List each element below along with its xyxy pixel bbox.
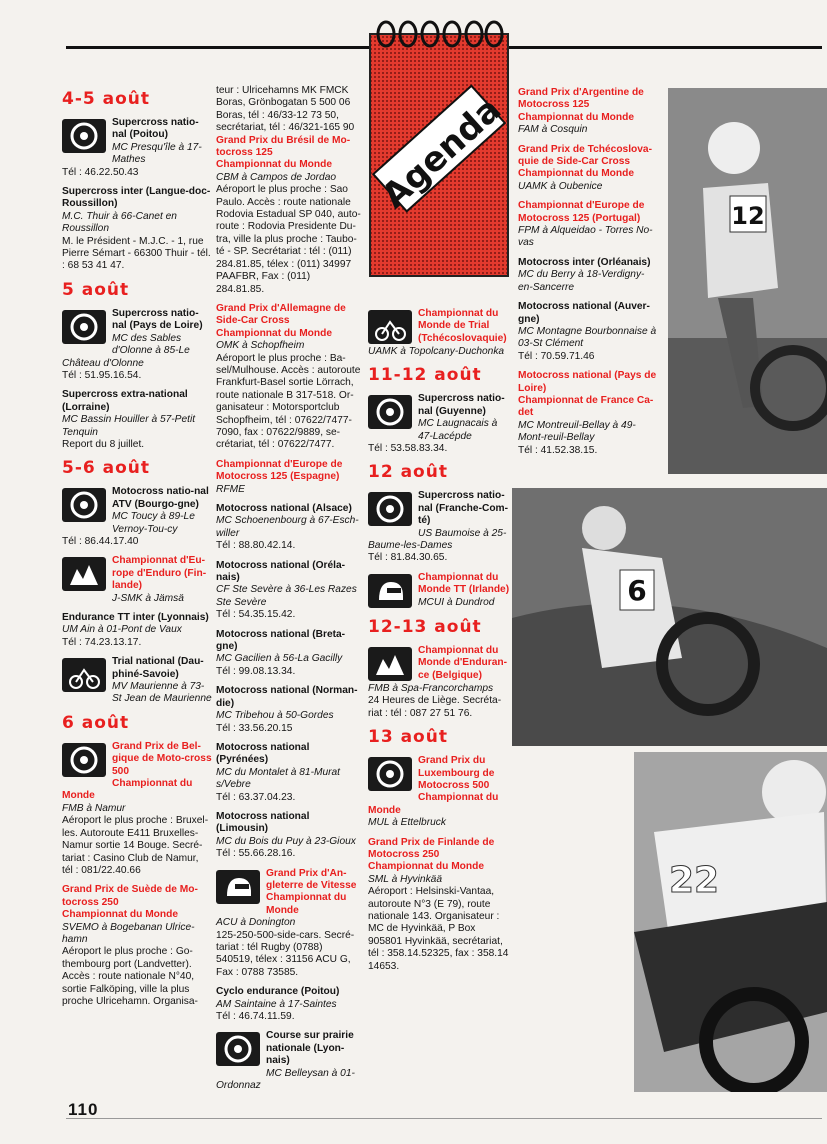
event-entry	[216, 1030, 361, 1092]
event-title: Championnat d'Europe de Motocross 125 (Espagne)	[216, 458, 343, 483]
event-contact: Aéroport le plus proche : Sao Paulo. Accès : route nationale Rodovia Estadual SP 040, auto-route : Rodovia Presidente Du-tra, ville la plus proche : Taubo-té - SP. Secrétariat : tél : (011) 284.81.85, télex : (011) 34997 PAAFBR, Fax : (011) 284.81.85.	[216, 184, 361, 295]
rider-number: 12	[731, 202, 765, 230]
agenda-notepad-logo	[366, 20, 512, 278]
racer-helmet-icon	[216, 870, 260, 904]
event-organizer: CBM à Campos de Jordao	[216, 171, 337, 183]
event-entry	[62, 884, 212, 1008]
event-title: Championnat d'Europe de Motocross 125 (Portugal)	[518, 200, 645, 224]
event-entry	[62, 117, 212, 179]
event-entry	[216, 811, 361, 861]
trial-icon	[368, 310, 412, 344]
photo-road-racer-22	[634, 752, 827, 1092]
motocross-icon	[216, 1032, 260, 1066]
event-entry	[368, 393, 510, 455]
event-organizer: MC Bassin Houiller à 57-Petit Tenquin	[62, 414, 196, 438]
event-organizer: MC Toucy à 89-Le Vernoy-Tou-cy	[112, 511, 195, 535]
event-entry	[216, 503, 361, 553]
event-entry	[518, 301, 658, 363]
event-contact: Report du 8 juillet.	[62, 438, 145, 450]
event-organizer: MC des Sables d'Olonne à 85-Le Château d'Olonne	[62, 332, 190, 369]
event-title: Cyclo endurance (Poitou)	[216, 986, 340, 998]
event-organizer: OMK à Schopfheim	[216, 340, 305, 352]
event-title: Grand Prix de Bel-gique de Moto-cross 500	[112, 740, 212, 777]
event-contact: Aéroport le plus proche : Ba-sel/Mulhouse. Accès : autoroute Frankfurt-Basel sortie Lörrach, route nationale B 317-518. Or-ganisateur : Motorsportclub Schopfheim, tél : 07622/7477-7090, fax : 07622/9889, se-crétariat, tél : 07622/7477.	[216, 352, 361, 451]
event-entry	[216, 629, 361, 679]
event-entry	[62, 741, 212, 877]
rider-number: 22	[668, 860, 720, 901]
event-contact: Tél : 53.58.83.34.	[368, 443, 448, 455]
event-contact: teur : Ulricehamns MK FMCK Boras, Grönbogatan 5 500 06 Boras, tél : 46/33-12 73 50, secrétariat, tél : 46/321-165 90	[216, 85, 355, 134]
date-heading: 6 août	[62, 712, 130, 733]
event-entry	[368, 837, 510, 973]
event-title: Grand Prix d'Argentine de Motocross 125	[518, 87, 644, 111]
date-heading: 5-6 août	[62, 458, 151, 479]
event-subtitle: Championnat du Monde	[518, 168, 635, 180]
event-organizer: MC Presqu'île à 17-Mathes	[112, 141, 202, 166]
event-entry	[62, 612, 212, 649]
event-organizer: SVEMO à Bogebanan Ulrice-hamn	[62, 921, 195, 945]
event-title: Motocross national (Pays de Loire)	[518, 370, 657, 394]
event-title: Motocross inter (Orléanais)	[518, 256, 651, 268]
event-title: Motocross national (Norman-die)	[216, 685, 358, 709]
event-organizer: ACU à Donington	[216, 917, 296, 929]
event-organizer: MC du Bois du Puy à 23-Gioux	[216, 835, 356, 847]
event-contact: Tél : 46.74.11.59.	[216, 1011, 295, 1023]
event-contact: Aéroport le plus proche : Go-thembourg port (Landvetter). Accès : route nationale N°40, sortie Falköping, ville la plus proche Ulricehamn. Organisa-	[62, 946, 198, 1007]
enduro-icon	[368, 647, 412, 681]
event-entry	[368, 755, 510, 829]
event-contact: Tél : 54.35.15.42.	[216, 609, 296, 621]
event-organizer: UAMK à Topolcany-Duchonka	[368, 346, 505, 357]
photo-motocross-rider-6	[512, 488, 827, 746]
event-title: Course sur prairie nationale (Lyon-nais)	[266, 1030, 354, 1067]
event-title: Grand Prix de Suède de Mo-tocross 250	[62, 884, 198, 908]
event-organizer: US Baumoise à 25-Baume-les-Dames	[368, 527, 507, 552]
event-organizer: RFME	[216, 483, 245, 495]
event-contact: Tél : 81.84.30.65.	[368, 552, 448, 564]
event-organizer: MC Montreuil-Bellay à 49-Mont-reuil-Bellay	[518, 419, 636, 444]
event-organizer: MC du Montalet à 81-Murat s/Vebre	[216, 766, 341, 791]
event-title: Motocross national (Limousin)	[216, 810, 310, 835]
event-entry	[518, 370, 658, 457]
event-organizer: MC Laugnacais à 47-Lacépde	[418, 418, 498, 442]
rider-number: 6	[627, 574, 647, 607]
motocross-icon	[62, 310, 106, 344]
event-entry	[216, 459, 361, 496]
event-entry	[518, 200, 658, 250]
event-title: Supercross natio-nal (Poitou)	[112, 117, 199, 141]
event-organizer: CF Ste Sevère à 36-Les Razes Ste Sevère	[216, 584, 357, 608]
motocross-icon	[62, 119, 106, 153]
column-3	[368, 308, 510, 980]
motocross-icon	[62, 743, 106, 777]
event-contact: Tél : 46.22.50.43	[62, 166, 139, 178]
event-subtitle: Championnat du Monde	[518, 111, 635, 123]
event-title: Championnat d'Eu-rope d'Enduro (Fin-lande)	[112, 555, 207, 592]
event-contact: Tél : 86.44.17.40	[62, 535, 139, 547]
event-organizer: MC Montagne Bourbonnaise à 03-St Clément	[518, 325, 657, 350]
racer-helmet-icon	[368, 574, 412, 608]
event-entry	[216, 135, 361, 296]
event-contact: Tél : 63.37.04.23.	[216, 791, 296, 803]
event-title: Supercross extra-national (Lorraine)	[62, 389, 188, 413]
event-title: Motocross national (Alsace)	[216, 503, 352, 514]
event-entry	[368, 572, 510, 610]
event-organizer: MC du Berry à 18-Verdigny-en-Sancerre	[518, 269, 645, 293]
event-entry	[368, 490, 510, 564]
event-organizer: UAMK à Oubenice	[518, 180, 603, 192]
event-contact: 125-250-500-side-cars. Secré-tariat : tél Rugby (0788) 540519, télex : 31156 ACU G, Fax : 0788 73585.	[216, 929, 355, 978]
event-title: Motocross national (Breta-gne)	[216, 628, 346, 653]
event-organizer: MC Schoenenbourg à 67-Esch-willer	[216, 515, 359, 539]
event-organizer: MC Belleysan à 01-Ordonnaz	[216, 1067, 355, 1092]
motocross-icon	[368, 492, 412, 526]
event-entry	[518, 257, 658, 294]
event-subtitle: Championnat du Monde	[216, 159, 333, 171]
event-organizer: FAM à Cosquin	[518, 124, 588, 136]
event-contact: Tél : 99.08.13.34.	[216, 665, 296, 677]
motocross-icon	[368, 395, 412, 429]
event-title: Supercross inter (Langue-doc-Roussillon)	[62, 186, 211, 210]
event-title: Motocross national (Oréla-nais)	[216, 559, 346, 584]
column-1	[62, 85, 212, 1015]
date-heading: 12 août	[368, 462, 448, 483]
event-entry	[216, 685, 361, 735]
event-subtitle: Championnat du Monde	[62, 909, 179, 921]
event-title: Endurance TT inter (Lyonnais)	[62, 612, 209, 623]
motocross-icon	[62, 488, 106, 522]
event-entry	[518, 144, 658, 194]
event-entry	[368, 308, 510, 358]
event-contact: Tél : 51.95.16.54.	[62, 369, 142, 381]
event-title: Motocross natio-nal ATV (Bourgo-gne)	[112, 486, 209, 510]
event-title: Motocross national (Pyrénées)	[216, 741, 310, 766]
event-title: Grand Prix d'An-gleterre de Vitesse Championnat du Monde	[266, 867, 357, 916]
event-organizer: MUL à Ettelbruck	[368, 817, 446, 829]
event-entry	[368, 645, 510, 720]
event-organizer: J-SMK à Jämsä	[112, 592, 184, 604]
event-entry	[62, 389, 212, 451]
date-heading: 12-13 août	[368, 616, 482, 637]
event-title: Grand Prix de Finlande de Motocross 250	[368, 836, 495, 860]
event-title: Trial national (Dau-phiné-Savoie)	[112, 656, 204, 680]
event-entry	[216, 303, 361, 452]
event-entry	[216, 868, 361, 980]
event-contact: Tél : 88.80.42.14.	[216, 540, 296, 552]
event-organizer: MC Gacilien à 56-La Gacilly	[216, 653, 343, 665]
trial-icon	[62, 658, 106, 692]
event-contact: Tél : 70.59.71.46	[518, 350, 595, 362]
motocross-icon	[368, 757, 412, 791]
event-organizer: MC Tribehou à 50-Gordes	[216, 710, 334, 722]
event-title: Supercross natio-nal (Guyenne)	[418, 393, 505, 417]
event-organizer: FMB à Spa-Francorchamps	[368, 682, 494, 694]
event-contact: Tél : 55.66.28.16.	[216, 848, 296, 860]
event-contact: Tél : 74.23.13.17.	[62, 636, 142, 648]
agenda-title: Agenda	[374, 89, 510, 217]
event-organizer: FMB à Namur	[62, 802, 126, 814]
event-entry	[62, 186, 212, 273]
event-title: Championnat du Monde TT (Irlande)	[418, 571, 510, 596]
event-entry	[216, 986, 361, 1023]
event-contact: M. le Président - M.J.C. - 1, rue Pierre Sémart - 66300 Thuir - tél. : 68 53 41 47.	[62, 235, 211, 272]
event-title: Motocross national (Auver-gne)	[518, 301, 650, 325]
event-title: Grand Prix de Tchécoslova-quie de Side-Car Cross	[518, 143, 652, 168]
event-contact: Tél : 33.56.20.15	[216, 722, 293, 734]
date-heading: 4-5 août	[62, 89, 151, 109]
column-2	[216, 85, 361, 1099]
event-title: Championnat du Monde d'Enduran-ce (Belgique)	[418, 644, 508, 681]
event-organizer: MCUI à Dundrod	[418, 596, 495, 608]
event-subtitle: Championnat de France Ca-det	[518, 394, 654, 419]
event-entry	[62, 656, 212, 706]
event-contact: Aéroport : Helsinski-Vantaa, autoroute N°3 (E 79), route nationale 143. Organisateur : MC de Hyvinkää, P Box 905801 Hyvinkää, secrétariat, tél : 358.14.52325, fax : 358.14 14653.	[368, 886, 509, 972]
event-entry	[216, 560, 361, 622]
event-organizer: UM Ain à 01-Pont de Vaux	[62, 624, 182, 636]
event-subtitle: Championnat du Monde	[368, 861, 485, 873]
column-4	[518, 87, 658, 464]
event-contact: 24 Heures de Liège. Secréta-riat : tél : 087 27 51 76.	[368, 695, 502, 719]
event-organizer: AM Saintaine à 17-Saintes	[216, 998, 337, 1010]
event-entry	[62, 486, 212, 548]
event-title: Grand Prix du Brésil de Mo-tocross 125	[216, 134, 351, 159]
event-entry	[62, 555, 212, 605]
photo-motocross-rider-12	[668, 88, 827, 474]
event-organizer: MV Maurienne à 73-St Jean de Maurienne	[112, 681, 212, 705]
event-entry	[216, 742, 361, 804]
event-contact: Aéroport le plus proche : Bruxel-les. Autoroute E411 Bruxelles-Namur sortie 14 Bouge. Secré-tariat : Casino Club de Namur, tél : 081/22.40.66	[62, 815, 209, 876]
event-title: Supercross natio-nal (Franche-Com-té)	[418, 490, 508, 527]
event-title: Championnat du Monde de Trial (Tchécoslovaquie)	[418, 308, 507, 344]
event-title: Supercross natio-nal (Pays de Loire)	[112, 307, 203, 332]
event-contact: Tél : 41.52.38.15.	[518, 444, 598, 456]
event-organizer: SML à Hyvinkää	[368, 873, 442, 885]
enduro-icon	[62, 557, 106, 591]
bottom-rule	[66, 1118, 822, 1119]
event-subtitle: Championnat du Monde	[62, 778, 193, 802]
event-organizer: FPM à Alqueidao - Torres No-vas	[518, 225, 653, 249]
event-title: Grand Prix du Luxembourg de Motocross 500	[418, 755, 495, 791]
date-heading: 13 août	[368, 727, 448, 748]
date-heading: 5 août	[62, 279, 130, 300]
page-number: 110	[68, 1100, 99, 1119]
date-heading: 11-12 août	[368, 365, 482, 386]
event-entry	[62, 308, 212, 382]
event-organizer: M.C. Thuir à 66-Canet en Roussillon	[62, 210, 177, 235]
event-entry	[518, 87, 658, 137]
event-title: Grand Prix d'Allemagne de Side-Car Cross	[216, 302, 346, 327]
event-subtitle: Championnat du Monde	[368, 792, 499, 816]
event-subtitle: Championnat du Monde	[216, 327, 333, 339]
